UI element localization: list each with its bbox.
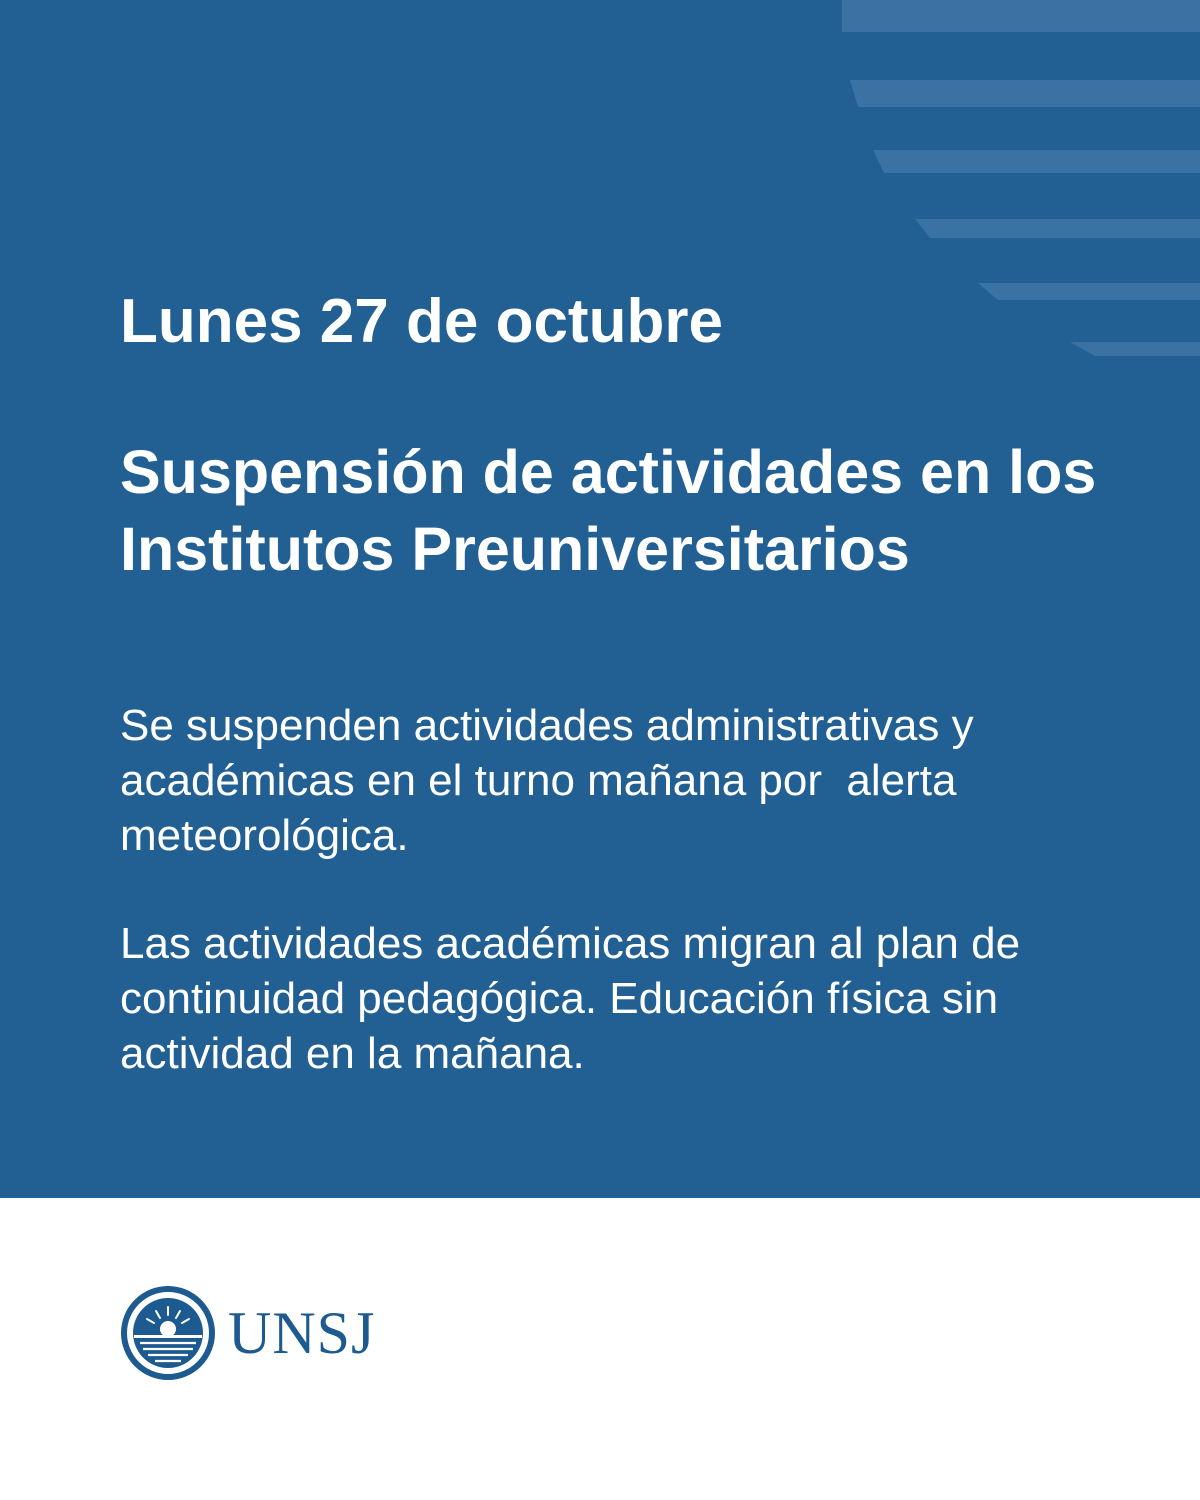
announcement-paragraph-1: Se suspenden actividades administrativas y académicas en el turno mañana por alerta meteorológica. [120, 701, 986, 860]
stripe [978, 283, 1200, 300]
announcement-paragraph-2: Las actividades académicas migran al plan de continuidad pedagógica. Educación física sin actividad en la mañana. [120, 919, 1033, 1078]
announcement-date: Lunes 27 de octubre [120, 287, 723, 356]
stripe [1070, 342, 1200, 356]
stripe [873, 150, 1200, 173]
unsj-logo [120, 1285, 375, 1381]
announcement-title: Suspensión de actividades en los Institutos Preuniversitarios [120, 438, 1097, 583]
stripe [842, 0, 1200, 32]
unsj-seal-icon [120, 1285, 216, 1381]
stripe [915, 219, 1200, 238]
logo-text: UNSJ [228, 1300, 376, 1366]
stripe [850, 80, 1200, 107]
